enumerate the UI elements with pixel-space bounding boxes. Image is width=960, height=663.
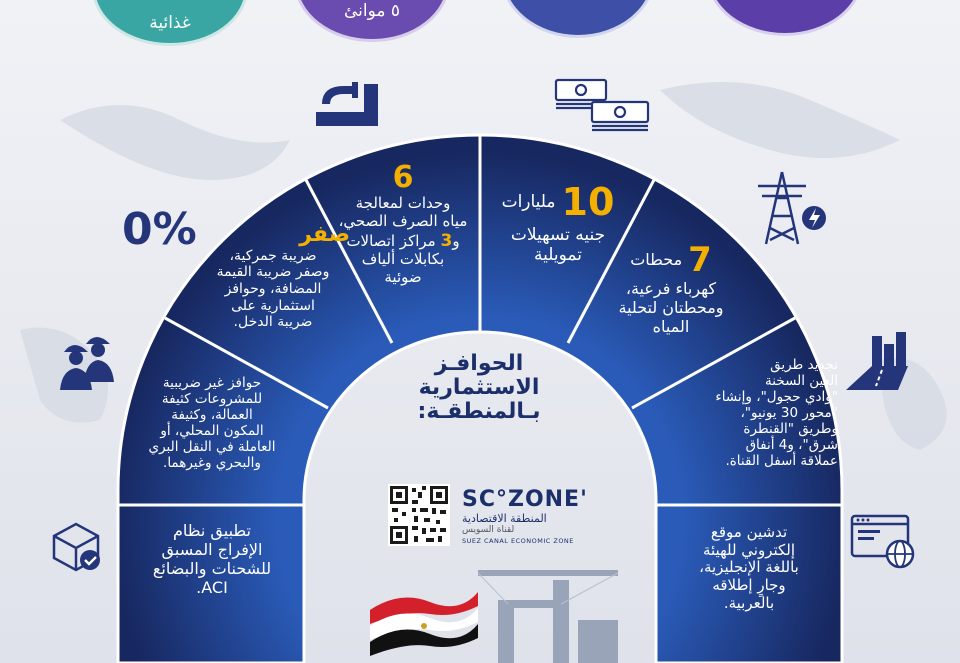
finance-text-2: جنيه تسهيلات	[510, 224, 606, 245]
website-line-1: تدشين موقع	[710, 523, 788, 541]
power-line-1: كهرباء فرعية،	[625, 279, 717, 299]
aci-line-3: للشحنات والبضائع	[152, 558, 272, 578]
zero-line-4: استثمارية على	[231, 297, 315, 314]
center-title-line-3: بـالمنطقـة:	[417, 399, 541, 425]
website-line-3: باللغة الإنجليزية،	[699, 558, 799, 577]
port-illustration	[348, 560, 634, 663]
logo-arabic-2: لقناة السويس	[462, 525, 515, 535]
non-tax-line-6: والبحري وغيرهما.	[163, 454, 261, 471]
package-check-icon	[50, 518, 104, 572]
roads-line-3: "وادي حجول"، وإنشاء	[715, 388, 838, 405]
center-title-line-1: الحوافـز	[434, 351, 524, 376]
center-title	[398, 352, 560, 425]
power-line-2: ومحطتان لتحلية	[618, 297, 724, 317]
segment-website	[664, 524, 834, 612]
top-circle-food-label: غذائية	[149, 13, 191, 33]
logo-arabic-1: المنطقة الاقتصادية	[462, 512, 547, 525]
segment-roads	[652, 358, 838, 469]
power-text-1: محطات	[630, 249, 683, 269]
power-line-3: المياه	[652, 316, 690, 336]
zero-heading: صفر	[299, 222, 350, 247]
website-line-5: بالعربية.	[723, 593, 775, 612]
segment-non-tax	[126, 376, 298, 472]
egypt-flag-icon	[370, 592, 478, 656]
pipe-icon	[312, 76, 382, 132]
roads-line-2: العين السخنة	[765, 372, 838, 389]
wastewater-text-3-post: مراكز اتصالات	[346, 231, 441, 250]
finance-number: 10	[561, 180, 615, 224]
website-line-2: إلكتروني للهيئة	[702, 540, 796, 559]
non-tax-line-3: العمالة، وكثيفة	[171, 406, 253, 423]
zero-percent-icon: 0%	[122, 204, 197, 255]
roads-line-6: شرق"، و4 أنفاق	[745, 436, 838, 453]
zero-line-1: ضريبة جمركية،	[229, 247, 317, 264]
non-tax-line-1: حوافز غير ضريبية	[162, 375, 262, 391]
logo-english: SUEZ CANAL ECONOMIC ZONE	[462, 537, 574, 545]
money-stack-icon	[552, 72, 656, 134]
finance-text-3: تمويلية	[534, 244, 582, 265]
non-tax-line-2: للمشروعات كثيفة	[161, 390, 263, 407]
wastewater-text-4: بكابلات ألياف	[361, 249, 445, 268]
roads-line-1: تجديد طريق	[770, 357, 838, 373]
website-line-4: وجارٍ إطلاقه	[712, 576, 786, 595]
workers-icon	[56, 332, 118, 394]
zero-line-3: المضافة، وحوافز	[224, 280, 322, 297]
roads-line-4: "محور 30 يونيو"،	[740, 404, 838, 421]
website-globe-icon	[850, 512, 918, 570]
wastewater-text-3-num: 3	[440, 230, 453, 251]
top-circle-ports-label: ٥ موانئ	[343, 1, 401, 21]
qr-code[interactable]	[388, 484, 450, 546]
non-tax-line-4: المكون المحلي، أو	[160, 422, 264, 439]
scezone-logo	[462, 487, 594, 545]
finance-text-1: مليارات	[501, 192, 556, 213]
segment-power	[596, 240, 746, 337]
segment-aci	[126, 522, 298, 598]
wastewater-text-3-pre: و	[452, 231, 460, 250]
power-heading	[596, 240, 746, 280]
non-tax-line-5: العاملة في النقل البري	[148, 438, 276, 455]
center-title-line-2: الاستثمارية	[418, 375, 540, 401]
zero-line-5: ضريبة الدخل.	[233, 314, 313, 331]
wastewater-number: 6	[392, 160, 414, 195]
segment-zero-tax	[196, 222, 350, 331]
aci-line-1: تطبيق نظام	[172, 521, 252, 540]
power-tower-icon	[752, 168, 830, 246]
wastewater-text-2: مياه الصرف الصحي،	[338, 212, 468, 231]
wastewater-text-5: ضوئية	[384, 267, 422, 286]
logo-brand: SC°ZONE'	[462, 487, 588, 512]
power-number: 7	[688, 240, 712, 280]
aci-line-4: ACI.	[196, 577, 228, 597]
finance-heading	[478, 180, 638, 225]
aci-line-2: الإفراج المسبق	[161, 539, 263, 559]
zero-line-2: وصفر ضريبة القيمة	[216, 264, 330, 281]
roads-line-5: وطريق "القنطرة	[743, 420, 838, 437]
road-city-icon	[842, 330, 912, 392]
wastewater-text-1: وحدات لمعالجة	[355, 194, 451, 213]
roads-line-7: عملاقة أسفل القناة.	[725, 452, 838, 469]
